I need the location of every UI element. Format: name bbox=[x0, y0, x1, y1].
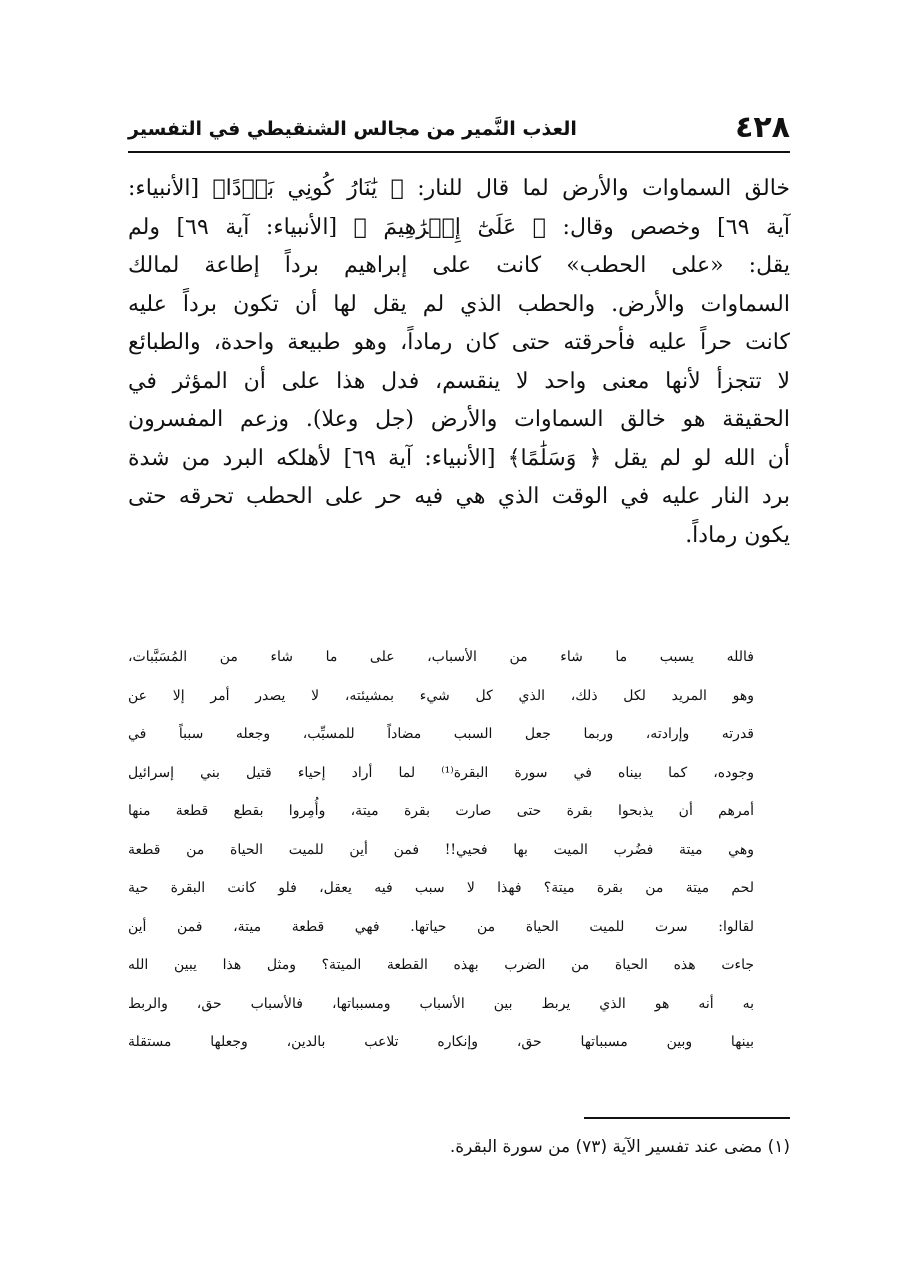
text-line: وهي ميتة فضُرب الميت بها فحيي!! فمن أين للميت الحياة من قطعة bbox=[128, 841, 754, 858]
footnote: (١) مضى عند تفسير الآية (٧٣) من سورة البقرة. bbox=[449, 1137, 790, 1157]
text-line: به أنه هو الذي يربط بين الأسباب ومسبباتها، فالأسباب حق، والربط bbox=[128, 995, 754, 1012]
text-line: جاءت هذه الحياة من الضرب بهذه القطعة الميتة؟ ومثل هذا يبين الله bbox=[128, 957, 754, 973]
paragraph-1 bbox=[128, 170, 790, 555]
page-number: ٤٢٨ bbox=[735, 110, 790, 145]
text-line: الحقيقة هو خالق السماوات والأرض (جل وعلا). وزعم المفسرون bbox=[128, 407, 790, 432]
text-line: بينها وبين مسبباتها حق، وإنكاره تلاعب بالدين، وجعلها مستقلة bbox=[128, 1034, 754, 1050]
text-line: وهو المريد لكل ذلك، الذي كل شيء بمشيئته، لا يصدر أمر إلا عن bbox=[128, 687, 754, 704]
text-line: يكون رماداً. bbox=[685, 522, 790, 548]
text-line: فالله يسبب ما شاء من الأسباب، على ما شاء من المُسَبَّبات، bbox=[128, 649, 754, 665]
text-line: لا تتجزأ لأنها معنى واحد لا ينقسم، فدل هذا على أن المؤثر في bbox=[128, 368, 790, 394]
text-line: يقل: «على الحطب» كانت على إبراهيم برداً إطاعة لمالك bbox=[128, 253, 790, 278]
footnote-divider bbox=[584, 1117, 790, 1119]
text-line: السماوات والأرض. والحطب الذي لم يقل لها أن تكون برداً عليه bbox=[128, 291, 790, 317]
text-line: أمرهم أن يذبحوا بقرة حتى صارت بقرة ميتة، وأُمِروا بقطع قطعة منها bbox=[128, 803, 754, 819]
text-line: كانت حراً عليه فأحرقته حتى كان رماداً، وهو طبيعة واحدة، والطبائع bbox=[128, 330, 790, 355]
paragraph-2 bbox=[128, 638, 790, 1062]
text-line: خالق السماوات والأرض لما قال للنار: ﴿ يَٰنَارُ كُونِي بَرۡدًا﴾ [الأنبياء: bbox=[128, 176, 791, 201]
text-line: آية ٦٩] وخصص وقال: ﴿ عَلَىٰٓ إِبۡرَٰهِيمَ ﴾ [الأنبياء: آية ٦٩] ولم bbox=[128, 214, 791, 240]
text-line: أن الله لو لم يقل ﴿ وَسَلَٰمًا﴾ [الأنبياء: آية ٦٩] لأهلكه البرد من شدة bbox=[128, 445, 790, 471]
text-line: لحم ميتة من بقرة ميتة؟ فهذا لا سبب فيه يعقل، فلو كانت البقرة حية bbox=[128, 880, 754, 896]
header-divider bbox=[128, 151, 790, 153]
text-line: برد النار عليه في الوقت الذي هي فيه حر على الحطب تحرقه حتى bbox=[128, 484, 790, 509]
text-line: لقالوا: سرت للميت الحياة من حياتها. فهي قطعة ميتة، فمن أين bbox=[128, 918, 754, 935]
text-line: وجوده، كما بيناه في سورة البقرة⁽¹⁾ لما أراد إحياء قتيل بني إسرائيل bbox=[128, 764, 754, 781]
page-header bbox=[128, 108, 790, 152]
running-title: العذب النَّمير من مجالس الشنقيطي في التفسير bbox=[128, 118, 577, 140]
text-line: قدرته وإرادته، وربما جعل السبب مضاداً للمسبِّب، وجعله سبباً في bbox=[128, 726, 754, 742]
